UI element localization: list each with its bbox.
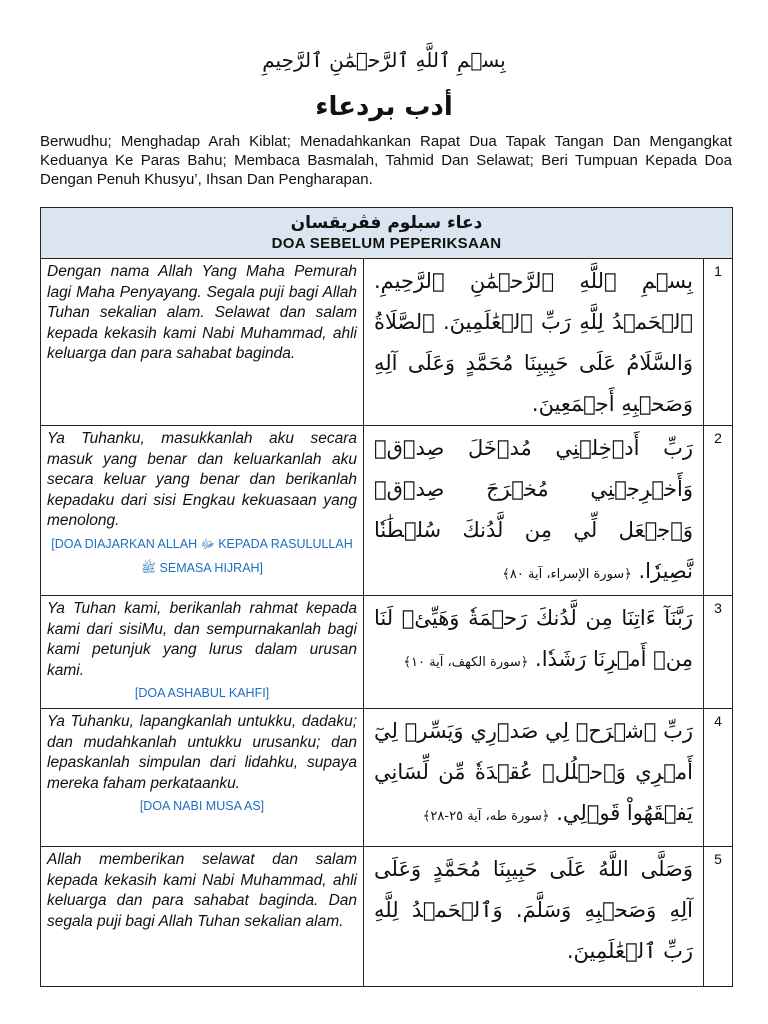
arabic-text-cell (364, 259, 704, 426)
table-row (41, 426, 733, 596)
row-number: 4 (704, 709, 733, 847)
malay-translation: Ya Tuhan kami, berikanlah rahmat kepada kami dari sisiMu, dan sempurnakanlah bagi kami petunjuk yang lurus dalam urusan kami. (47, 600, 357, 679)
table-title-cell (41, 208, 733, 259)
table-row (41, 847, 733, 987)
malay-translation-cell (41, 596, 364, 709)
arabic-doa: رَبَّنَآ ءَاتِنَا مِن لَّدُنكَ رَحۡمَةٗ وَهَيِّئۡ لَنَا مِنۡ أَمۡرِنَا رَشَدٗا. ﴿سورة الكهف، آية ١٠﴾ (374, 606, 693, 671)
malay-translation: Dengan nama Allah Yang Maha Pemurah lagi Maha Penyayang. Segala puji bagi Allah Tuhan sekalian alam. Selawat dan salam kepada kekasih kami Nabi Muhammad, ahli keluarga dan para sahabat baginda. (47, 263, 357, 362)
malay-translation: Allah memberikan selawat dan salam kepada kekasih kami Nabi Muhammad, ahli keluarga dan para sahabat baginda. Dan segala puji bagi Allah Tuhan sekalian alam. (47, 851, 357, 930)
table-title-rumi: DOA SEBELUM PEPERIKSAAN (271, 235, 502, 252)
row-number: 2 (704, 426, 733, 596)
surah-source: ﴿سورة طه، آية ٢٥-٢٨﴾ (422, 809, 550, 824)
table-header-row (41, 208, 733, 259)
malay-translation-cell (41, 426, 364, 596)
table-title-jawi: دعاء سبلوم فڤريقسان (290, 213, 483, 233)
row-number: 5 (704, 847, 733, 987)
malay-translation-cell (41, 709, 364, 847)
instructions-paragraph: Berwudhu; Menghadap Arah Kiblat; Menadahkankan Rapat Dua Tapak Tangan Dan Mengangkat Keduanya Ke Paras Bahu; Membaca Basmalah, Tahmid Dan Selawat; Beri Tumpuan Kepada Doa Dengan Penuh Khusyu’, Ihsan Dan Pengharapan. (40, 133, 732, 188)
arabic-text-cell (364, 426, 704, 596)
arabic-doa: وَصَلَّى اللَّهُ عَلَى حَبِيبِنَا مُحَمَّدٍ وَعَلَى آلِهِ وَصَحۡبِهِ وَسَلَّمَ. وَٱلۡحَمۡدُ لِلَّهِ رَبِّ ٱلۡعَٰلَمِينَ. (374, 857, 693, 963)
arabic-doa: رَبِّ ٱشۡرَحۡ لِي صَدۡرِي وَيَسِّرۡ لِيٓ أَمۡرِي وَٱحۡلُلۡ عُقۡدَةٗ مِّن لِّسَانِي يَفۡقَهُواْ قَوۡلِي. ﴿سورة طه، آية ٢٥-٢٨﴾ (374, 719, 693, 825)
row-number: 1 (704, 259, 733, 426)
basmalah: بِسۡمِ ٱللَّهِ ٱلرَّحۡمَٰنِ ٱلرَّحِيمِ (262, 48, 506, 72)
arabic-text-cell (364, 847, 704, 987)
table-row (41, 596, 733, 709)
surah-source: ﴿سورة الكهف، آية ١٠﴾ (403, 655, 529, 670)
arabic-doa: بِسۡمِ ٱللَّهِ ٱلرَّحۡمَٰنِ ٱلرَّحِيمِ. ٱلۡحَمۡدُ لِلَّهِ رَبِّ ٱلۡعَٰلَمِينَ. ٱلصَّلَاةُ وَالسَّلَامُ عَلَى حَبِيبِنَا مُحَمَّدٍ وَعَلَى آلِهِ وَصَحۡبِهِ أَجۡمَعِينَ. (374, 269, 693, 416)
surah-source: ﴿سورة الإسراء، آية ٨٠﴾ (502, 567, 632, 582)
row-number: 3 (704, 596, 733, 709)
malay-translation-cell (41, 259, 364, 426)
page-title-jawi: أدب بردعاء (315, 92, 453, 122)
malay-translation: Ya Tuhanku, lapangkanlah untukku, dadaku; dan mudahkanlah untukku urusanku; dan lepaskanlah simpulan dari lidahku, supaya mereka faham perkataanku. (47, 713, 357, 792)
malay-translation-cell (41, 847, 364, 987)
arabic-doa: رَبِّ أَدۡخِلۡنِي مُدۡخَلَ صِدۡقٖ وَأَخۡرِجۡنِي مُخۡرَجَ صِدۡقٖ وَٱجۡعَل لِّي مِن لَّدُنكَ سُلۡطَٰنٗا نَّصِيرٗا. ﴿سورة الإسراء، آية ٨٠﴾ (374, 436, 693, 583)
table-row (41, 709, 733, 847)
arabic-text-cell (364, 596, 704, 709)
doa-reference: [DOA ASHABUL KAHFI] (134, 686, 270, 700)
arabic-text-cell (364, 709, 704, 847)
doa-reference: [DOA DIAJARKAN ALLAH ﷻ KEPADA RASULULLAH ﷺ SEMASA HIJRAH] (51, 536, 353, 575)
doa-table (40, 207, 733, 987)
malay-translation: Ya Tuhanku, masukkanlah aku secara masuk yang benar dan keluarkanlah aku secara keluar yang benar dan berikanlah kepadaku dari sisi Engkau kekuasaan yang menolong. (47, 430, 357, 529)
doa-reference: [DOA NABI MUSA AS] (139, 799, 265, 813)
table-row (41, 259, 733, 426)
